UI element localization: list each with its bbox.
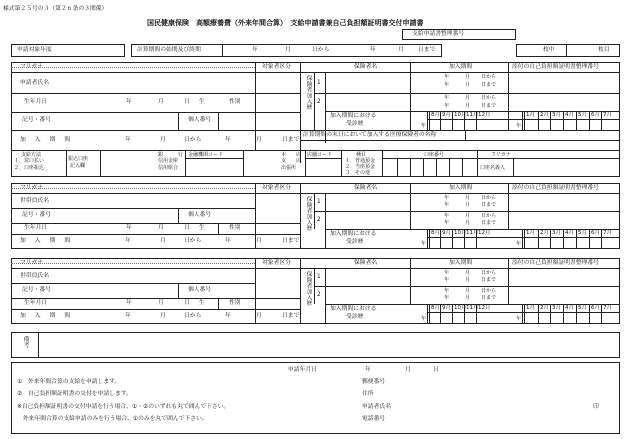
visit-month-cell: 11月	[466, 305, 479, 311]
visit-month-cell: 12月	[478, 305, 491, 311]
visit-month-cell: 10月	[454, 230, 467, 236]
visit-month-cell: 12月	[478, 112, 491, 118]
visit-month-cell: 7月	[603, 305, 612, 311]
visit-month-cell: 9月	[442, 230, 451, 236]
visit-month-cell: 6月	[591, 230, 600, 236]
visit-month-cell: 4月	[565, 305, 574, 311]
remarks-label: 備考	[22, 336, 28, 348]
visit-month-cell: 4月	[565, 112, 574, 118]
visit-month-cell: 3月	[552, 230, 561, 236]
visit-month-cell: 8月	[431, 230, 440, 236]
visit-month-cell: 12月	[478, 230, 491, 236]
dependent-name-label: 世帯員氏名	[20, 198, 49, 204]
form-number: 様式第２５号の３（第２６条の３関係）	[3, 6, 108, 12]
visit-month-cell: 5月	[578, 230, 587, 236]
applicant-name-field[interactable]	[12, 73, 254, 92]
period-label: 計算期間の始期及び終期	[137, 47, 201, 53]
visit-month-cell: 7月	[603, 112, 612, 118]
visit-month-cell: 4月	[565, 230, 574, 236]
visit-month-cell: 9月	[442, 112, 451, 118]
visit-month-cell: 5月	[578, 112, 587, 118]
visit-month-cell: 6月	[591, 112, 600, 118]
dependent-name-label: 世帯員氏名	[20, 273, 49, 279]
visit-month-cell: 1月	[526, 230, 535, 236]
visit-month-cell: 2月	[540, 230, 549, 236]
visit-month-cell: 11月	[466, 112, 479, 118]
remarks-box[interactable]	[11, 332, 620, 358]
visit-month-cell: 11月	[466, 230, 479, 236]
applicant-name-label: 申請者氏名	[20, 80, 49, 86]
visit-month-cell: 5月	[578, 305, 587, 311]
visit-month-cell: 3月	[552, 305, 561, 311]
visit-month-cell: 6月	[591, 305, 600, 311]
visit-month-cell: 2月	[540, 112, 549, 118]
visit-month-cell: 1月	[526, 305, 535, 311]
year-label: 申請対象年度	[17, 47, 52, 53]
visit-month-cell: 9月	[442, 305, 451, 311]
visit-month-cell: 8月	[431, 305, 440, 311]
application-form: 様式第２５号の３（第２６条の３関係） 国民健康保険 高額療養費（外来年間合算） 支給申請書兼自己負担額証明書交付申請書 支給申請書整理番号 申請対象年度 計算期間の始期及び終期 年 月 日から 年 月 日まで 枚中 枚目 フリガナ 対象者区分 申請者氏名 生年月日 年 月 日 生 性別 記号・番号 個人番号 加入期間 年 月 日から 年 月 日まで 保険者加入歴 保険者名 加入期間 添付の自己負担額証明書整理番号 1 2 年 月 日から 年 月 日まで 年 月 日から 年 月 日まで 加入期間における 受診歴 年 年 計算期間の末日において加入する医療保険者の名称 支給方法 １．窓口払い ２．口座振込 振込口座 記入欄 銀 行 信用金庫 信用組合 金融機関コード 本 店 支 店 出張所 店舗コード 種目 １．普通預金 ２．当座預金 ３．その他 口座番号 フリガナ 口座名義人 備考 申請年月日 年 月 日 ① 外来年間合算の支給を申請します。 ② 自己負担額証明書の交付を申請します。 ※自己負担額証明書の交付申請を行う場合、①・②のいずれも丸で囲んで下さい。 外来年間合算の支給申請のみを行う場合、①のみを丸で囲んで下さい。 郵便番号 住所 申請者氏名 印 電話番号 8月 9月 10月 11月 12月 1月 2月 3月 4月 5月 6月 7月 フリガナ 対象者区分 世帯員氏名 記号・番号 個人番号 生年月日 年 月 日 生 性別 加入期間 年 月 日から 年 月 日まで 保険者加入歴 保険者名 加入期間 添付の自己負担額証明書整理番号 1 2 年 月 日から 年 月 日まで 年 月 日から 年 月 日まで 加入期間における 受診歴 年 年 8月 9月 10月 11月 12月 1月 2月 3月 4月 5月 6月 7月 フリガナ 対象者区分 世帯員氏名 記号・番号 個人番号 生年月日 年 月 日 生 性別 加入期間 年 月 日から 年 月 日まで 保険者加入歴 保険者名 加入期間 添付の自己負担額証明書整理番号 1 2 年 月 日から 年 月 日まで 年 月 日から 年 月 日まで 加入期間における 受診歴 年 年 8月 9月 10月 11月 12月 1月 2月 3月 4月 5月 6月 7月	[0, 0, 630, 439]
option-2[interactable]: ② 自己負担額証明書の交付を申請します。	[17, 391, 132, 397]
visit-month-cell: 10月	[454, 305, 467, 311]
option-1[interactable]: ① 外来年間合算の支給を申請します。	[17, 379, 121, 385]
visit-month-cell: 10月	[454, 112, 467, 118]
visit-month-cell: 8月	[431, 112, 440, 118]
form-title: 国民健康保険 高額療養費（外来年間合算） 支給申請書兼自己負担額証明書交付申請書	[147, 19, 424, 27]
visit-month-cell: 2月	[540, 305, 549, 311]
ref-number-label: 支給申請書整理番号	[412, 31, 465, 37]
visit-month-cell: 7月	[603, 230, 612, 236]
visit-month-cell: 3月	[552, 112, 561, 118]
visit-month-cell: 1月	[526, 112, 535, 118]
